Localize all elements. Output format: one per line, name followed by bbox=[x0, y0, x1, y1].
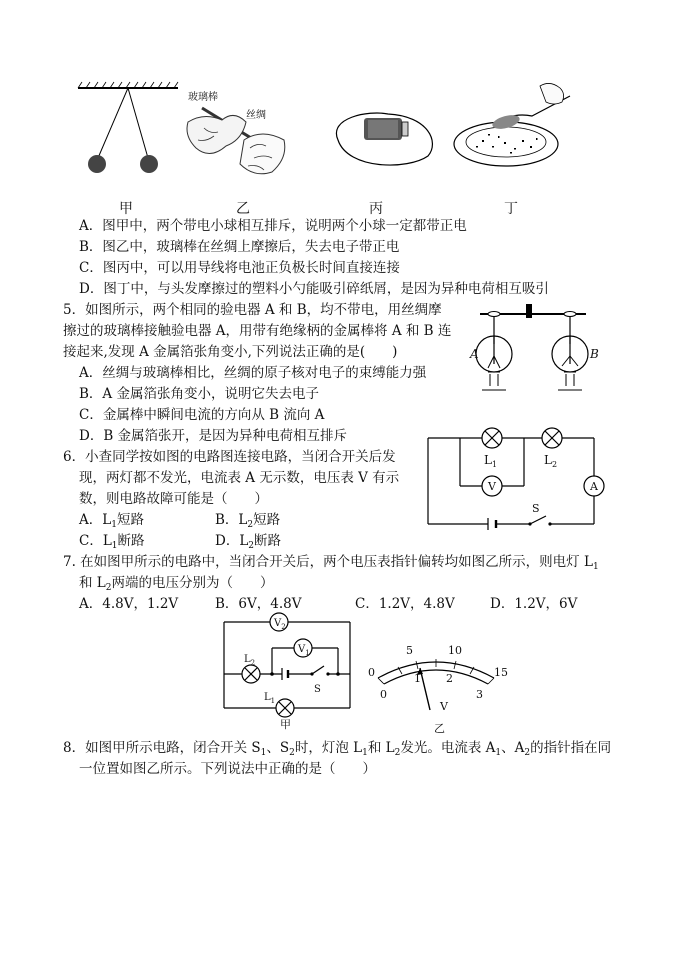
q4-option-c: C．图丙中，可以用导线将电池正负极长时间直接连接 bbox=[79, 260, 400, 276]
q6-l2-label: $L_2$ bbox=[544, 453, 558, 469]
figure-bing-battery-wire bbox=[328, 104, 438, 174]
q6-ammeter-label: A bbox=[590, 480, 598, 493]
q7-stem-line-2: 和 $L_2$两端的电压分别为（ ） bbox=[79, 575, 274, 593]
q7-switch-label: S bbox=[314, 684, 321, 695]
meter-upper-scale-0: 0 bbox=[368, 666, 375, 679]
figure-caption-jia: 甲 bbox=[119, 201, 133, 217]
figure-caption-ding: 丁 bbox=[504, 201, 518, 217]
q6-option-c: C．$L_1$断路 bbox=[79, 533, 145, 551]
q5-option-c: C．金属棒中瞬间电流的方向从 B 流向 A bbox=[79, 407, 325, 423]
figure-q7-circuit-jia bbox=[220, 612, 360, 730]
q7-option-c: C．1.2V，4.8V bbox=[355, 596, 455, 612]
q7-option-b: B．6V，4.8V bbox=[215, 596, 302, 612]
q8-stem-line-2: 一位置如图乙所示。下列说法中正确的是（ ） bbox=[79, 761, 376, 777]
q7-option-a: A．4.8V，1.2V bbox=[79, 596, 179, 612]
q7-stem-line-1: 7. 在如图甲所示的电路中，当闭合开关后，两个电压表指针偏转均如图乙所示，则电灯 $L_1$ bbox=[63, 554, 599, 572]
figure-jia-repelling-balls bbox=[78, 82, 188, 182]
q6-option-b: B．$L_2$短路 bbox=[215, 512, 281, 530]
q7-l2-label: $L_2$ bbox=[244, 654, 256, 667]
meter-lower-scale-1: 1 bbox=[414, 672, 421, 685]
q6-option-d: D．$L_2$断路 bbox=[215, 533, 282, 551]
q7-v2-label: $V_2$ bbox=[274, 618, 286, 631]
figure-caption-yi: 乙 bbox=[236, 201, 250, 217]
q7-option-d: D．1.2V，6V bbox=[490, 596, 578, 612]
meter-lower-scale-3: 3 bbox=[476, 688, 483, 701]
q4-option-b: B．图乙中，玻璃棒在丝绸上摩擦后，失去电子带正电 bbox=[79, 239, 400, 255]
meter-lower-scale-0: 0 bbox=[380, 688, 387, 701]
figure-caption-bing: 丙 bbox=[369, 201, 383, 217]
figure-q6-circuit bbox=[426, 428, 616, 528]
meter-caption: 乙 bbox=[434, 722, 445, 735]
q6-option-a: A．$L_1$短路 bbox=[79, 512, 144, 530]
q7-circuit-caption: 甲 bbox=[280, 718, 291, 731]
q7-v1-label: $V_1$ bbox=[298, 644, 310, 657]
q5-stem-line-2: 擦过的玻璃棒接触验电器 A，用带有绝缘柄的金属棒将 A 和 B 连 bbox=[63, 323, 452, 339]
q7-l1-label: $L_1$ bbox=[264, 692, 276, 705]
figure-ding-spoon-paper bbox=[452, 82, 572, 172]
electroscope-b-label: B bbox=[590, 347, 599, 361]
q8-stem-line-1: 8．如图甲所示电路，闭合开关 $S_1$、$S_2$时，灯泡 $L_1$和 $L_2$发光。电流表 $A_1$、$A_2$的指针指在同 bbox=[63, 740, 612, 758]
meter-upper-scale-15: 15 bbox=[494, 666, 508, 679]
q4-option-a: A．图甲中，两个带电小球相互排斥，说明两个小球一定都带正电 bbox=[79, 218, 467, 234]
electroscope-a-label: A bbox=[470, 347, 479, 361]
silk-label: 丝绸 bbox=[246, 110, 266, 121]
figure-yi-glass-rod-silk bbox=[184, 88, 294, 188]
glass-rod-label: 玻璃棒 bbox=[188, 92, 218, 103]
q4-option-d: D．图丁中，与头发摩擦过的塑料小勺能吸引碎纸屑，是因为异种电荷相互吸引 bbox=[79, 281, 549, 297]
q6-stem-line-2: 现，两灯都不发光，电流表 A 无示数，电压表 V 有示 bbox=[79, 470, 400, 486]
q6-l1-label: $L_1$ bbox=[484, 453, 498, 469]
figure-q7-voltmeter-dial bbox=[366, 638, 516, 738]
meter-upper-scale-5: 5 bbox=[406, 644, 413, 657]
q5-option-d: D．B 金属箔张开，是因为异种电荷相互排斥 bbox=[79, 428, 348, 444]
q5-stem-line-1: 5．如图所示，两个相同的验电器 A 和 B，均不带电，用丝绸摩 bbox=[63, 302, 442, 318]
meter-upper-scale-10: 10 bbox=[448, 644, 462, 657]
q6-switch-label: S bbox=[532, 502, 540, 515]
q5-stem-line-3: 接起来,发现 A 金属箔张角变小,下列说法正确的是( ) bbox=[63, 344, 398, 360]
q5-option-a: A．丝绸与玻璃棒相比，丝绸的原子核对电子的束缚能力强 bbox=[79, 365, 427, 381]
q6-stem-line-1: 6．小查同学按如图的电路图连接电路，当闭合开关后发 bbox=[63, 449, 396, 465]
meter-lower-scale-2: 2 bbox=[446, 672, 453, 685]
q5-option-b: B．A 金属箔张角变小，说明它失去电子 bbox=[79, 386, 319, 402]
figure-q5-electroscopes bbox=[466, 302, 606, 394]
q6-voltmeter-label: V bbox=[488, 480, 496, 493]
meter-unit: V bbox=[440, 700, 448, 713]
q6-stem-line-3: 数，则电路故障可能是（ ） bbox=[79, 491, 268, 507]
